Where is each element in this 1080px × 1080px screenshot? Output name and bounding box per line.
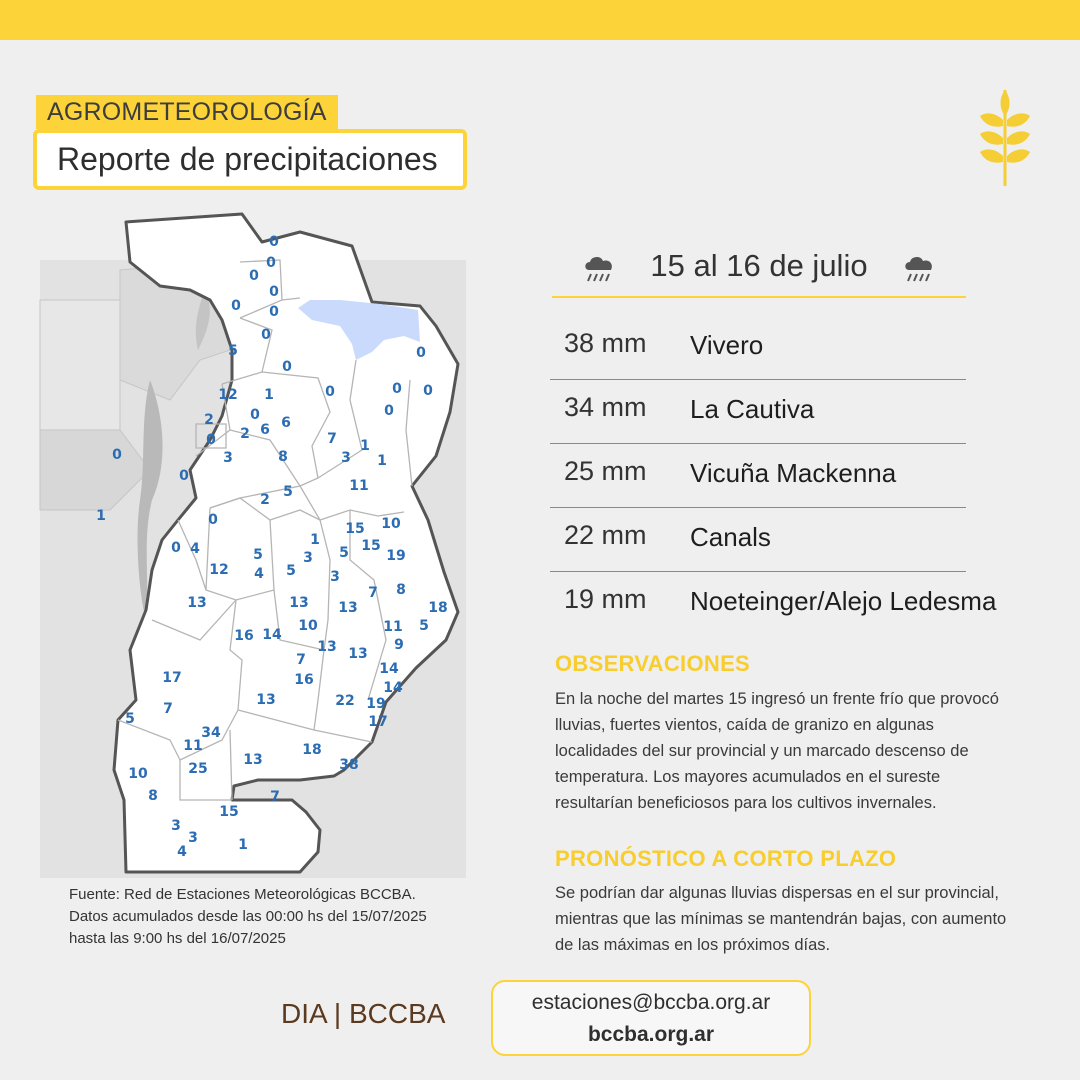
rainfall-amount: 25 mm (564, 456, 647, 486)
station-value-label: 38 (339, 757, 359, 773)
contact-email[interactable]: estaciones@bccba.org.ar (531, 991, 771, 1014)
station-value-label: 12 (209, 562, 229, 578)
station-value-label: 0 (179, 468, 189, 484)
station-name: La Cautiva (690, 394, 815, 424)
station-name: Canals (690, 522, 771, 552)
station-value-label: 7 (163, 701, 173, 717)
station-value-label: 0 (392, 381, 402, 397)
observations-heading: OBSERVACIONES (555, 651, 751, 676)
station-value-label: 3 (171, 818, 181, 834)
station-value-label: 2 (260, 492, 270, 508)
text-line: localidades del sur provincial y un marcado descenso de (555, 742, 969, 760)
station-value-label: 18 (302, 742, 322, 758)
station-value-label: 1 (96, 508, 106, 524)
station-value-label: 15 (345, 521, 365, 537)
station-value-label: 3 (223, 450, 233, 466)
station-value-label: 0 (423, 383, 433, 399)
station-value-label: 4 (254, 566, 264, 582)
station-value-label: 9 (394, 637, 404, 653)
rainfall-amount: 22 mm (564, 520, 647, 550)
station-value-label: 11 (383, 619, 403, 635)
data-source-note (69, 884, 427, 950)
station-value-label: 7 (327, 431, 337, 447)
station-value-label: 0 (250, 407, 260, 423)
text-line: temperatura. Los mayores acumulados en el sureste (555, 768, 941, 786)
wheat-icon (975, 82, 1035, 190)
station-value-label: 0 (261, 327, 271, 343)
text-line: lluvias, fuertes vientos, caída de granizo en algunas (555, 716, 934, 734)
station-value-label: 15 (219, 804, 239, 820)
station-value-label: 10 (298, 618, 318, 634)
station-value-label: 5 (419, 618, 429, 634)
station-name: Noeteinger/Alejo Ledesma (690, 586, 997, 616)
station-value-label: 0 (249, 268, 259, 284)
source-line: Fuente: Red de Estaciones Meteorológicas BCCBA. (69, 886, 416, 903)
station-value-label: 2 (240, 426, 250, 442)
station-value-label: 0 (112, 447, 122, 463)
station-value-label: 17 (162, 670, 182, 686)
station-value-label: 19 (386, 548, 406, 564)
station-value-label: 0 (325, 384, 335, 400)
website-link[interactable]: bccba.org.ar (587, 1023, 715, 1046)
rainfall-amount: 38 mm (564, 328, 647, 358)
ranking-row (550, 508, 966, 572)
station-value-label: 4 (177, 844, 187, 860)
station-value-label: 7 (296, 652, 306, 668)
station-value-label: 0 (384, 403, 394, 419)
station-value-label: 3 (330, 569, 340, 585)
station-value-label: 13 (256, 692, 276, 708)
station-value-label: 25 (188, 761, 208, 777)
station-value-label: 17 (368, 714, 388, 730)
station-value-label: 8 (278, 449, 288, 465)
station-value-label: 0 (171, 540, 181, 556)
rain-cloud-icon (902, 254, 936, 284)
station-value-label: 8 (148, 788, 158, 804)
text-line: En la noche del martes 15 ingresó un frente frío que provocó (555, 690, 999, 708)
forecast-heading: PRONÓSTICO A CORTO PLAZO (555, 846, 897, 871)
ranking-row (550, 444, 966, 508)
station-value-label: 6 (260, 422, 270, 438)
station-value-label: 7 (368, 585, 378, 601)
text-line: Se podrían dar algunas lluvias dispersas en el sur provincial, (555, 884, 999, 902)
section-tag: AGROMETEOROLOGÍA (36, 95, 338, 129)
page-title: Reporte de precipitaciones (33, 129, 467, 190)
station-value-label: 0 (231, 298, 241, 314)
station-value-label: 13 (187, 595, 207, 611)
station-value-label: 1 (264, 387, 274, 403)
station-value-label: 3 (303, 550, 313, 566)
source-line: Datos acumulados desde las 00:00 hs del 15/07/2025 (69, 908, 427, 925)
station-value-label: 12 (218, 387, 238, 403)
text-line: resultarían beneficiosos para los cultivos invernales. (555, 794, 937, 812)
station-value-label: 5 (125, 711, 135, 727)
rainfall-ranking (550, 316, 997, 636)
ranking-row (550, 380, 966, 444)
ranking-row (550, 572, 997, 636)
station-value-label: 14 (262, 627, 282, 643)
station-value-label: 0 (416, 345, 426, 361)
station-value-label: 2 (204, 412, 214, 428)
station-value-label: 5 (253, 547, 263, 563)
station-value-label: 13 (338, 600, 358, 616)
station-value-label: 1 (377, 453, 387, 469)
station-value-label: 11 (183, 738, 203, 754)
station-value-label: 1 (360, 438, 370, 454)
station-value-label: 3 (188, 830, 198, 846)
station-value-label: 0 (266, 255, 276, 271)
rainfall-amount: 34 mm (564, 392, 647, 422)
station-value-label: 4 (190, 541, 200, 557)
brand-label: DIA | BCCBA (281, 998, 446, 1029)
station-value-label: 16 (234, 628, 254, 644)
station-value-label: 0 (282, 359, 292, 375)
station-value-label: 6 (281, 415, 291, 431)
station-value-label: 0 (269, 234, 279, 250)
source-line: hasta las 9:00 hs del 16/07/2025 (69, 930, 286, 947)
top-accent-bar (0, 0, 1080, 40)
precipitation-map (36, 208, 466, 878)
contact-box (491, 980, 811, 1056)
station-value-label: 11 (349, 478, 369, 494)
station-value-label: 22 (335, 693, 355, 709)
station-value-label: 0 (269, 304, 279, 320)
station-value-label: 5 (283, 484, 293, 500)
forecast-text (555, 880, 1045, 958)
station-value-label: 0 (208, 512, 218, 528)
station-value-label: 7 (270, 789, 280, 805)
station-value-label: 18 (428, 600, 448, 616)
station-value-label: 0 (269, 284, 279, 300)
text-line: de las máximas en los próximos días. (555, 936, 831, 954)
station-value-label: 5 (228, 343, 238, 359)
station-value-label: 1 (310, 532, 320, 548)
station-value-label: 3 (341, 450, 351, 466)
station-name: Vicuña Mackenna (690, 458, 897, 488)
station-value-label: 10 (128, 766, 148, 782)
station-value-label: 34 (201, 725, 221, 741)
station-value-label: 13 (243, 752, 263, 768)
station-value-label: 14 (379, 661, 399, 677)
station-value-label: 8 (396, 582, 406, 598)
station-value-label: 0 (206, 432, 216, 448)
station-value-label: 14 (383, 680, 403, 696)
station-value-label: 5 (286, 563, 296, 579)
station-name: Vivero (690, 330, 764, 360)
text-line: mientras que las mínimas se mantendrán bajas, con aumento (555, 910, 1007, 928)
rainfall-amount: 19 mm (564, 584, 647, 614)
station-value-label: 13 (348, 646, 368, 662)
station-value-label: 13 (317, 639, 337, 655)
station-value-label: 5 (339, 545, 349, 561)
period-label: 15 al 16 de julio (650, 248, 868, 283)
observations-text (555, 686, 1045, 816)
station-value-label: 10 (381, 516, 401, 532)
ranking-row (550, 316, 966, 380)
period-header (552, 240, 966, 298)
station-value-label: 13 (289, 595, 309, 611)
station-value-label: 15 (361, 538, 381, 554)
station-value-label: 1 (238, 837, 248, 853)
station-value-label: 19 (366, 696, 386, 712)
station-value-label: 16 (294, 672, 314, 688)
